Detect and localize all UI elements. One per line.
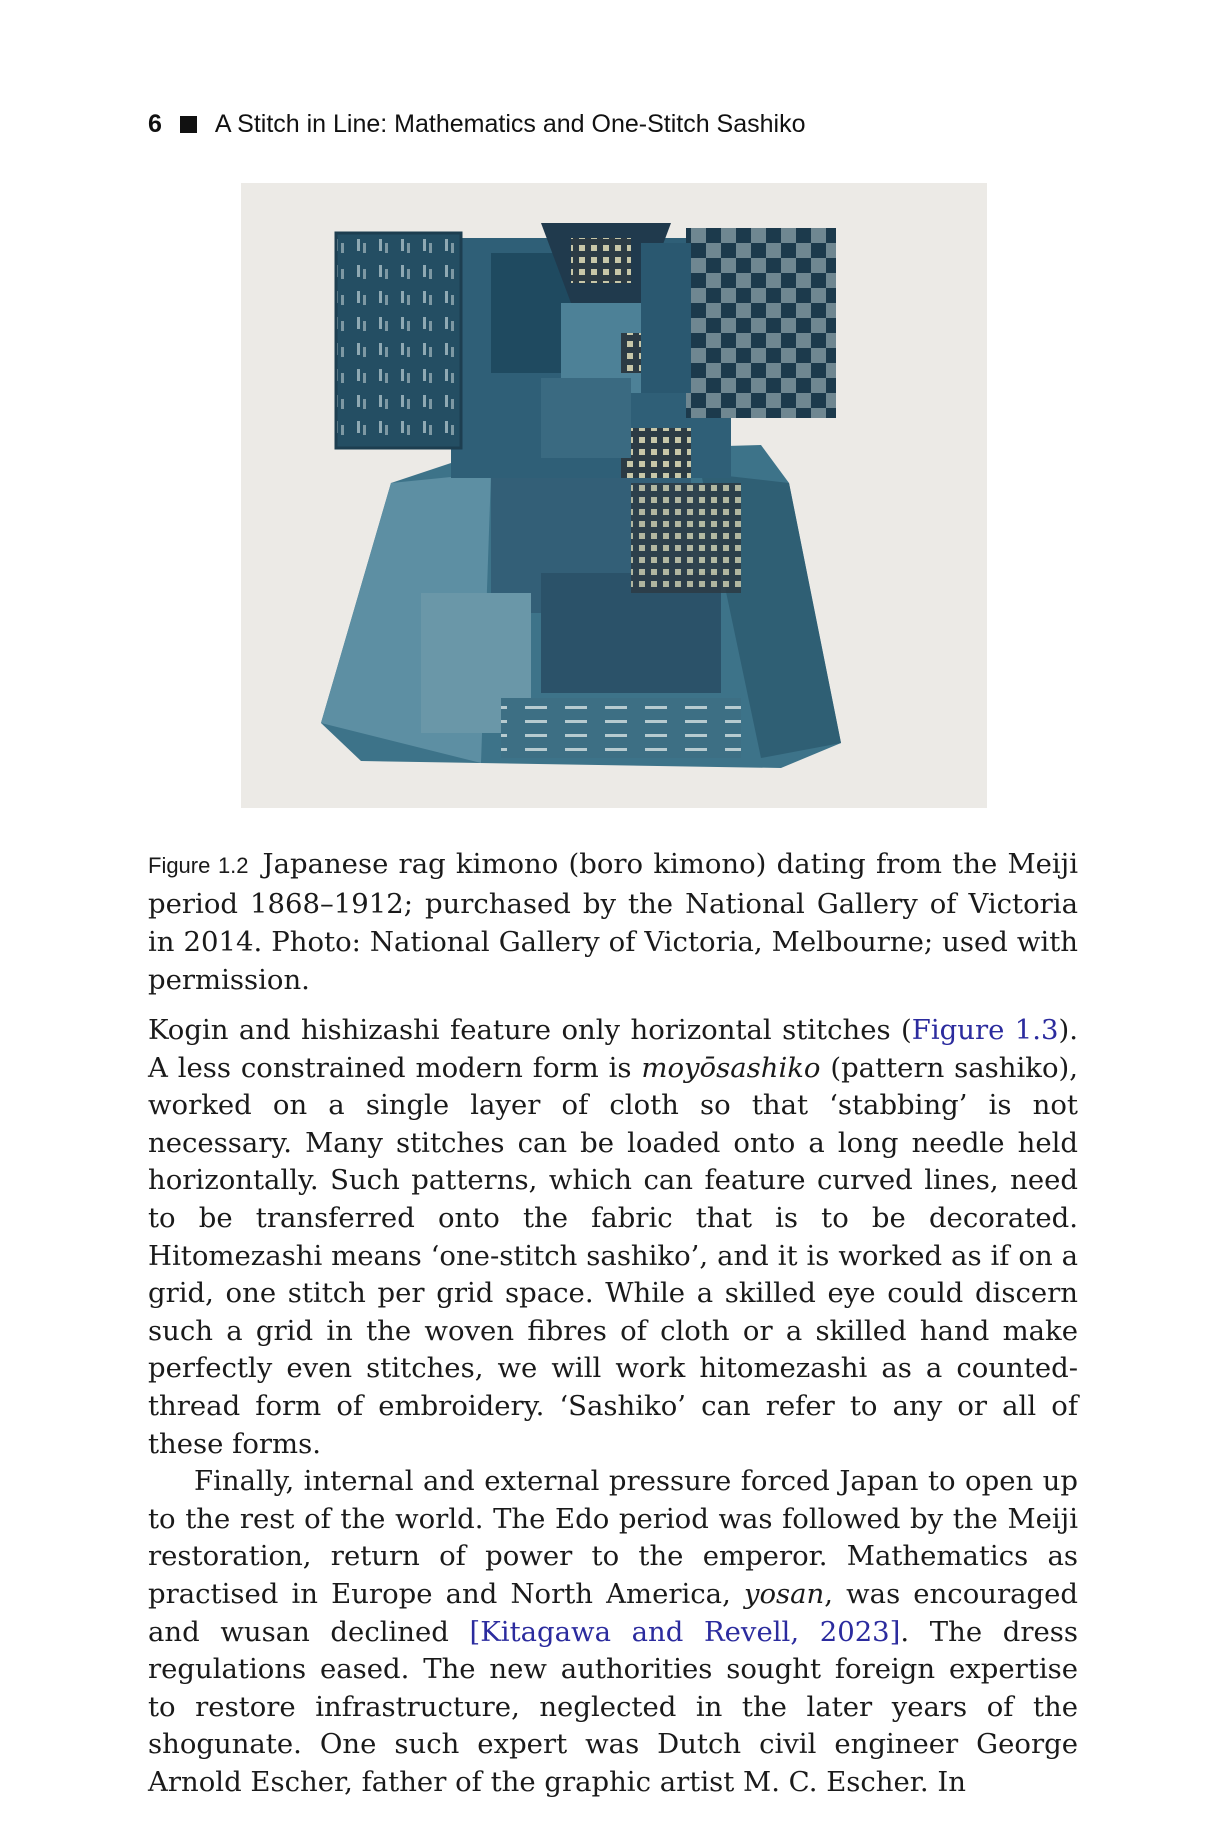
emphasis-text: moyōsashiko	[641, 1051, 821, 1084]
text-run: (pattern sashiko), worked on a single layer of cloth so that ‘stabbing’ is not necessary. Many stitches can be loaded onto a long needle held horizontally. Such patterns, which can feature curved lines, need to be transferred onto the fabric that is to be decorated. Hitomezashi means ‘one-stitch sashiko’, and it is worked as if on a grid, one stitch per grid space. While a skilled eye could discern such a grid in the woven fibres of cloth or a skilled hand make perfectly even stitches, we will work hitomezashi as a counted-thread form of embroidery. ‘Sashiko’ can refer to any or all of these forms.	[148, 1051, 1078, 1460]
text-run: , was encouraged and wusan declined	[148, 1577, 1078, 1648]
emphasis-text: yosan	[743, 1577, 825, 1610]
running-header	[148, 110, 805, 139]
text-run: . The dress regulations eased. The new authorities sought foreign expertise to restore infrastructure, neglected in the later years of the shogunate. One such expert was Dutch civil engineer George Arnold Escher, father of the graphic artist M. C. Escher. In	[148, 1615, 1078, 1798]
running-title: A Stitch in Line: Mathematics and One-Stitch Sashiko	[214, 110, 806, 138]
text-run: ). A less constrained modern form is	[148, 1014, 1078, 1084]
body-text	[148, 1012, 1078, 1801]
page-number: 6	[148, 110, 162, 138]
text-run: Finally, internal and external pressure forced Japan to open up to the rest of the world. The Edo period was followed by the Meiji restoration, return of power to the emperor. Mathematics as practised in Europe and North America,	[148, 1465, 1078, 1610]
figure-caption	[148, 845, 1078, 999]
caption-text: Japanese rag kimono (boro kimono) dating from the Meiji period 1868–1912; purchased by the National Gallery of Victoria in 2014. Photo: National Gallery of Victoria, Melbourne; used with permission.	[148, 848, 1078, 996]
text-run: Kogin and hishizashi feature only horizontal stitches (	[148, 1014, 912, 1046]
kimono-photo	[241, 183, 987, 808]
figure-label: Figure 1.2	[148, 853, 249, 878]
paragraph	[148, 1463, 1078, 1801]
paragraph	[148, 1012, 1078, 1463]
header-square-icon	[180, 116, 197, 133]
citation-link[interactable]: [Kitagawa and Revell, 2023]	[469, 1615, 901, 1648]
figure-reference-link[interactable]: Figure 1.3	[911, 1014, 1059, 1046]
